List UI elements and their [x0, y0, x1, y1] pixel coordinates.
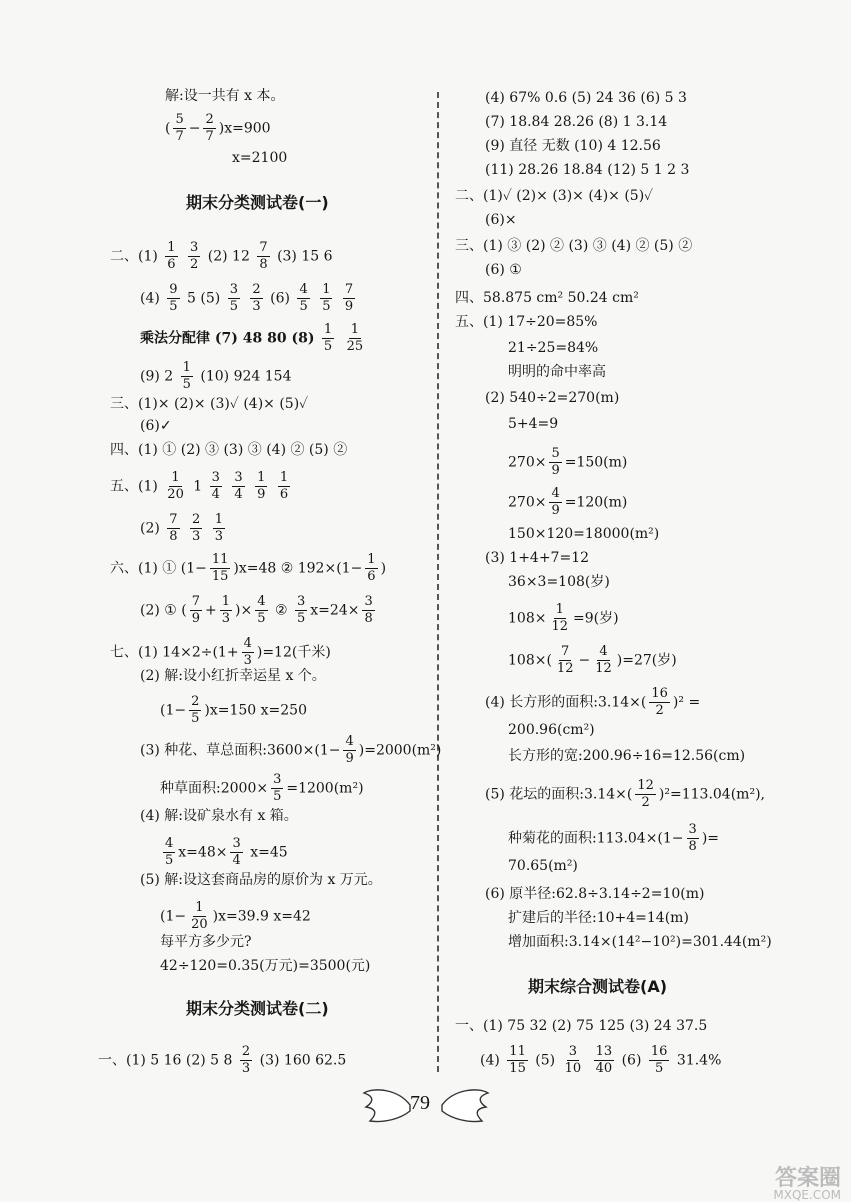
answer-line: 种菊花的面积:113.04×(1− $\frac{3}{8}$ )= — [508, 822, 720, 854]
answer-line: (2) 解:设小红折幸运星 x 个。 — [140, 668, 326, 684]
answer-line: 一、(1) 75 32 (2) 75 125 (3) 24 37.5 — [455, 1018, 708, 1034]
answer-line: 乘法分配律 (7) 48 80 (8) $\frac{1}{5}$ $\frac{1}{25}$ — [140, 322, 364, 354]
answer-line: (5) 解:设这套商品房的原价为 x 万元。 — [140, 872, 382, 888]
answer-line: (4) 67% 0.6 (5) 24 36 (6) 5 3 — [485, 90, 687, 106]
watermark: 答案圈 — [774, 1166, 841, 1191]
answer-line: 每平方多少元? — [160, 934, 252, 950]
answer-line: (6) ① — [485, 262, 522, 278]
answer-line: 42÷120=0.35(万元)=3500(元) — [160, 958, 371, 974]
answer-line: 二、(1)✓ (2)× (3)× (4)× (5)✓ — [455, 188, 654, 204]
answer-line: 70.65(m²) — [508, 858, 578, 874]
answer-line: 108× $\frac{1}{12}$ =9(岁) — [508, 602, 619, 634]
answer-line: (5) 花坛的面积:3.14×( $\frac{12}{2}$ )²=113.04(m²), — [485, 778, 765, 810]
answer-line: 五、(1) $\frac{1}{20}$ 1 $\frac{3}{4}$ $\frac{3}{4}$ $\frac{1}{9}$ $\frac{1}{6}$ — [110, 470, 289, 502]
answer-line: (3) 种花、草总面积:3600×(1− $\frac{4}{9}$ )=2000(m²) — [140, 734, 442, 766]
answer-line: 明明的命中率高 — [508, 364, 606, 380]
answer-line: x=2100 — [232, 150, 288, 166]
answer-line: (4) 长方形的面积:3.14×( $\frac{16}{2}$ )² = — [485, 686, 701, 718]
answer-line: 七、(1) 14×2÷(1+ $\frac{4}{3}$ )=12(千米) — [110, 636, 331, 668]
answer-line: 三、(1) ③ (2) ② (3) ③ (4) ② (5) ② — [455, 238, 693, 254]
answer-line: (7) 18.84 28.26 (8) 1 3.14 — [485, 114, 668, 130]
answer-line: (3) 1+4+7=12 — [485, 550, 590, 566]
section-heading: 期末分类测试卷(二) — [186, 999, 329, 1018]
equation-line: ( $\frac{5}{7}$ − $\frac{2}{7}$ )x=900 — [165, 112, 271, 144]
answer-line: (4) $\frac{9}{5}$ 5 (5) $\frac{3}{5}$ $\frac{2}{3}$ (6) $\frac{4}{5}$ $\frac{1}{5}$ $\frac{7}{9}$ — [140, 282, 354, 314]
answer-line: 108×( $\frac{7}{12}$ − $\frac{4}{12}$ )=27(岁) — [508, 644, 677, 676]
answer-line: (1− $\frac{2}{5}$ )x=150 x=250 — [160, 694, 307, 726]
section-heading: 期末分类测试卷(一) — [186, 193, 329, 212]
answer-line: 270× $\frac{5}{9}$ =150(m) — [508, 446, 628, 478]
answer-line: (1− $\frac{1}{20}$ )x=39.9 x=42 — [160, 900, 311, 932]
answer-line: 36×3=108(岁) — [508, 574, 610, 590]
answer-line: 一、(1) 5 16 (2) 5 8 $\frac{2}{3}$ (3) 160 62.5 — [98, 1044, 347, 1076]
answer-line: 增加面积:3.14×(14²−10²)=301.44(m²) — [508, 934, 772, 950]
answer-line: 270× $\frac{4}{9}$ =120(m) — [508, 486, 628, 518]
answer-line: 扩建后的半径:10+4=14(m) — [508, 910, 689, 926]
answer-line: 三、(1)× (2)× (3)✓ (4)× (5)✓ — [110, 396, 309, 412]
answer-line: (6)× — [485, 212, 517, 228]
answer-line: 200.96(cm²) — [508, 722, 595, 738]
answer-line: (2) 540÷2=270(m) — [485, 390, 620, 406]
answer-line: 21÷25=84% — [508, 340, 599, 356]
answer-line: 五、(1) 17÷20=85% — [455, 314, 598, 330]
answer-line: 六、(1) ① (1− $\frac{11}{15}$ )x=48 ② 192×(1− $\frac{1}{6}$ ) — [110, 552, 387, 584]
answer-line: (9) 直径 无数 (10) 4 12.56 — [485, 138, 661, 154]
answer-line: 二、(1) $\frac{1}{6}$ $\frac{3}{2}$ (2) 12 $\frac{7}{8}$ (3) 15 6 — [110, 240, 333, 272]
answer-line: 150×120=18000(m²) — [508, 526, 660, 542]
answer-line: 四、58.875 cm² 50.24 cm² — [455, 290, 639, 306]
answer-line: (6)✓ — [140, 418, 172, 434]
page-number: 79 — [410, 1092, 430, 1114]
answer-line: (4) 解:设矿泉水有 x 箱。 — [140, 808, 298, 824]
answer-line: (11) 28.26 18.84 (12) 5 1 2 3 — [485, 162, 690, 178]
watermark-url: MXQE.COM — [773, 1188, 841, 1202]
answer-line: (6) 原半径:62.8÷3.14÷2=10(m) — [485, 886, 705, 902]
answer-line: 四、(1) ① (2) ③ (3) ③ (4) ② (5) ② — [110, 442, 348, 458]
right-wing-icon — [440, 1085, 490, 1131]
answer-line: 种草面积:2000× $\frac{3}{5}$ =1200(m²) — [160, 772, 364, 804]
answer-line: 解:设一共有 x 本。 — [165, 88, 285, 104]
answer-line: (2) ① ( $\frac{7}{9}$ + $\frac{1}{3}$ )× $\frac{4}{5}$ ② $\frac{3}{5}$ x=24× $\frac{3}{8}$ — [140, 594, 373, 626]
answer-line: 5+4=9 — [508, 416, 559, 432]
column-divider — [437, 92, 439, 1072]
answer-line: (9) 2 $\frac{1}{5}$ (10) 924 154 — [140, 360, 292, 392]
section-heading: 期末综合测试卷(A) — [528, 977, 668, 996]
answer-line: (4) $\frac{11}{15}$ (5) $\frac{3}{10}$ $\frac{13}{40}$ (6) $\frac{16}{5}$ 31.4% — [480, 1044, 722, 1076]
answer-line: $\frac{4}{5}$ x=48× $\frac{3}{4}$ x=45 — [165, 836, 288, 868]
left-wing-icon — [362, 1085, 412, 1131]
answer-line: 长方形的宽:200.96÷16=12.56(cm) — [508, 748, 746, 764]
answer-line: (2) $\frac{7}{8}$ $\frac{2}{3}$ $\frac{1}{3}$ — [140, 512, 224, 544]
